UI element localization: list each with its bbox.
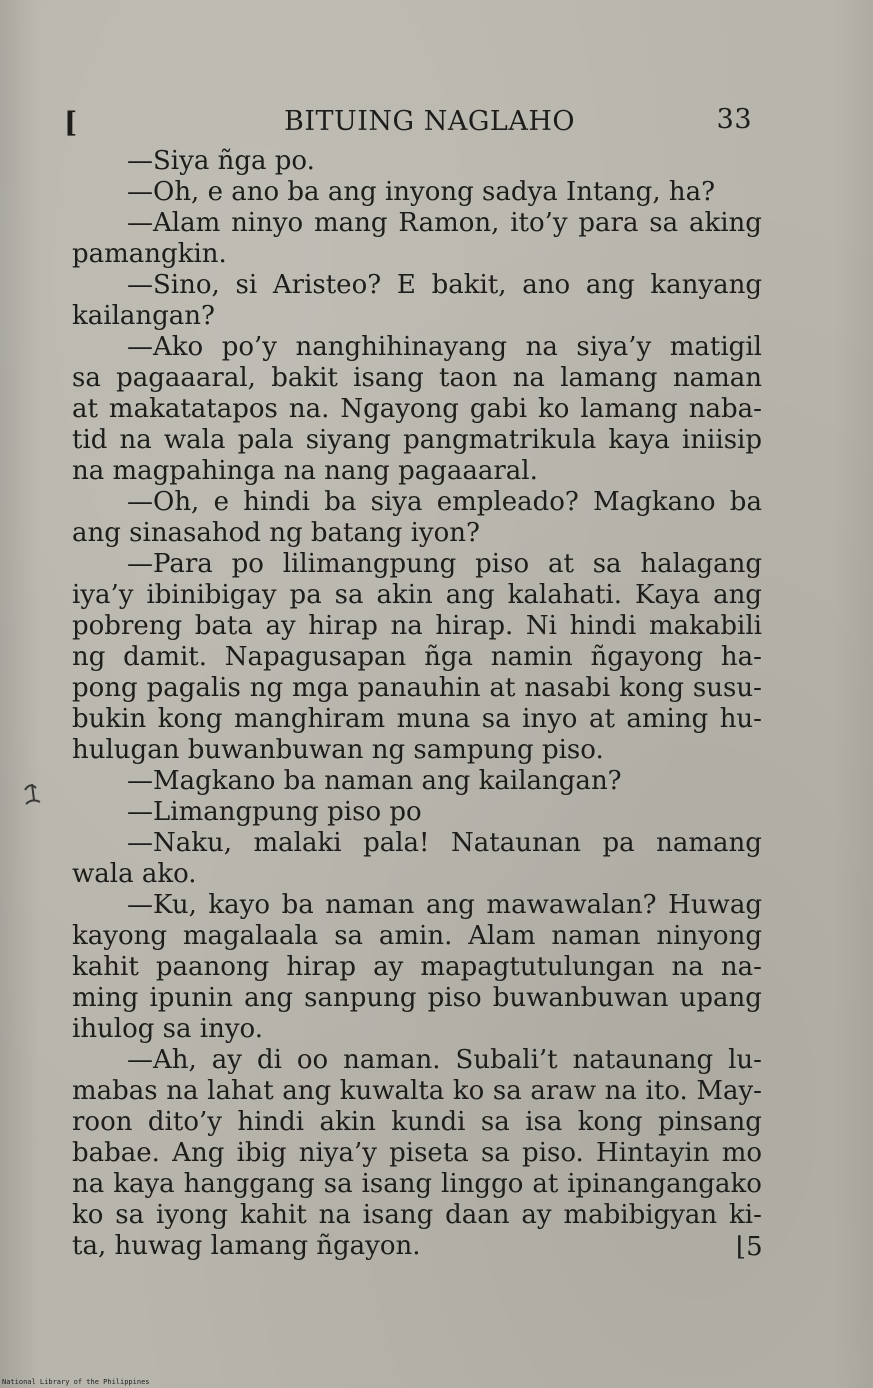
bracket-mark: [ — [64, 106, 78, 139]
text-word: araw — [530, 1076, 597, 1106]
text-word: ba — [281, 890, 314, 920]
text-word: bukin — [72, 704, 147, 734]
text-word: niya’y — [298, 1138, 377, 1168]
text-word: ang — [445, 580, 495, 610]
text-word: ng — [249, 673, 284, 703]
text-word: ko — [452, 1076, 485, 1106]
text-word: para — [578, 208, 639, 238]
text-word: kong — [619, 673, 685, 703]
running-head — [62, 104, 762, 144]
text-word: hirap — [308, 611, 378, 641]
text-word: nataunang — [572, 1045, 714, 1075]
text-word: amin. — [378, 921, 453, 951]
text-word: hindi — [243, 487, 310, 517]
text-word: ipinangangako — [567, 1169, 762, 1199]
text-word: nanghihinayang — [295, 332, 508, 362]
text-word: —Ku, — [127, 890, 197, 920]
text-word: na — [525, 332, 558, 362]
text-word: iya’y — [72, 580, 134, 610]
text-line: ta, huwag lamang ñgayon. — [72, 1231, 421, 1261]
text-word: Aristeo? — [272, 270, 382, 300]
text-word: ha- — [720, 642, 762, 672]
text-word: paanong — [155, 952, 270, 982]
text-word: gabi — [469, 394, 528, 424]
text-word: —Naku, — [127, 828, 233, 858]
text-word: —Ako — [127, 332, 204, 362]
text-word: sa — [334, 580, 364, 610]
text-word: bakit, — [431, 270, 507, 300]
text-word: ang — [244, 983, 294, 1013]
text-word: na — [72, 1169, 105, 1199]
body-text — [72, 146, 762, 1262]
text-word: mga — [291, 673, 349, 703]
text-word: E — [396, 270, 416, 300]
text-line: wala ako. — [72, 859, 197, 889]
text-word: at — [547, 549, 574, 579]
text-word: na — [512, 363, 545, 393]
text-line: pamangkin. — [72, 239, 227, 269]
text-word: kaya — [608, 425, 670, 455]
text-word: linggo — [441, 1169, 524, 1199]
text-word: sa — [480, 1138, 510, 1168]
text-word: halagang — [640, 549, 762, 579]
text-word: mabibigyan — [563, 1200, 718, 1230]
text-line: ang sinasahod ng batang iyon? — [72, 518, 480, 548]
text-word: po — [231, 549, 264, 579]
text-word: naba- — [688, 394, 762, 424]
library-footer: National Library of the Philippines — [2, 1378, 150, 1386]
text-word: mawawalan? — [486, 890, 657, 920]
text-word: —Ah, — [127, 1045, 197, 1075]
text-word: mo — [721, 1138, 762, 1168]
text-word: Napagusapan — [224, 642, 407, 672]
text-word: ñga — [424, 642, 473, 672]
text-word: ay — [265, 611, 296, 641]
text-word: Magkano — [593, 487, 716, 517]
text-word: Nataunan — [451, 828, 581, 858]
text-word: —Sino, — [127, 270, 220, 300]
text-line — [72, 890, 762, 921]
text-word: pala! — [363, 828, 430, 858]
text-word: isang — [362, 1200, 434, 1230]
text-word: sa — [334, 921, 364, 951]
text-word: muna — [396, 704, 471, 734]
text-word: piso. — [522, 1138, 584, 1168]
text-word: at — [588, 704, 615, 734]
text-line: hulugan buwanbuwan ng sampung piso. — [72, 735, 604, 765]
text-word: panauhin — [357, 673, 481, 703]
text-word: isang — [353, 363, 424, 393]
text-line: na magpahinga na nang pagaaaral. — [72, 456, 538, 486]
text-word: piseta — [389, 1138, 469, 1168]
text-word: na — [390, 611, 423, 641]
signature-bracket: ⌊ — [736, 1232, 747, 1262]
text-word: na — [671, 952, 704, 982]
text-word: mang — [314, 208, 388, 238]
text-word: hirap. — [435, 611, 514, 641]
text-line — [72, 704, 762, 735]
text-word: Ni — [525, 611, 557, 641]
text-word: ay — [373, 952, 404, 982]
text-line: —Siya ñga po. — [127, 146, 315, 176]
text-word: ay — [521, 1200, 552, 1230]
text-word: Subali’t — [455, 1045, 558, 1075]
text-word: tid — [72, 425, 108, 455]
text-word: pangmatrikula — [403, 425, 597, 455]
text-word: at — [72, 394, 98, 424]
text-word: nasabi — [524, 673, 611, 703]
text-word: na — [166, 1076, 199, 1106]
text-line — [72, 611, 762, 642]
text-word: makabili — [648, 611, 762, 641]
text-word: di — [256, 1045, 282, 1075]
text-line: kailangan? — [72, 301, 215, 331]
signature-mark — [736, 1232, 763, 1262]
text-word: naman — [672, 363, 762, 393]
text-word: e — [213, 487, 229, 517]
text-line — [72, 425, 762, 456]
text-word: malaki — [253, 828, 342, 858]
text-word: ang — [282, 1076, 332, 1106]
text-word: taon — [439, 363, 498, 393]
text-line — [72, 580, 762, 611]
text-word: damit. — [123, 642, 207, 672]
text-line — [72, 1138, 762, 1169]
text-word: si — [235, 270, 258, 300]
text-word: Hintayin — [596, 1138, 710, 1168]
text-word: Alam — [468, 921, 536, 951]
text-word: ko — [538, 394, 570, 424]
text-word: May- — [696, 1076, 762, 1106]
text-word: upang — [679, 983, 762, 1013]
text-word: sanpung — [304, 983, 417, 1013]
text-word: naman — [551, 921, 641, 951]
text-line — [72, 1200, 762, 1231]
text-word: ang — [425, 890, 475, 920]
text-word: lamang — [560, 363, 658, 393]
text-word: pobreng — [72, 611, 183, 641]
text-word: akin — [376, 580, 433, 610]
text-line — [72, 642, 762, 673]
text-word: mabas — [72, 1076, 158, 1106]
text-word: pinsang — [658, 1107, 762, 1137]
text-word: ibig — [236, 1138, 287, 1168]
text-word: susu- — [692, 673, 762, 703]
text-word: lamang — [580, 394, 678, 424]
text-word: kuwalta — [339, 1076, 445, 1106]
text-word: ba — [324, 487, 357, 517]
margin-scribble-icon — [22, 778, 44, 814]
text-word: sa — [492, 1076, 522, 1106]
signature-number: 5 — [746, 1232, 763, 1262]
text-word: pagalis — [146, 673, 241, 703]
text-word: lu- — [728, 1045, 762, 1075]
text-word: pa — [289, 580, 322, 610]
text-word: bata — [194, 611, 253, 641]
text-line: —Magkano ba naman ang kailangan? — [127, 766, 622, 796]
text-word: ki- — [729, 1200, 762, 1230]
text-word: kahit — [239, 1200, 307, 1230]
text-word: at — [532, 1169, 559, 1199]
text-word: hirap — [286, 952, 357, 982]
text-word: mapagtutulungan — [420, 952, 655, 982]
text-word: piso — [427, 983, 482, 1013]
text-line — [72, 270, 762, 301]
text-word: iyong — [156, 1200, 229, 1230]
text-word: wala — [163, 425, 226, 455]
text-word: lilimangpung — [282, 549, 457, 579]
text-word: sa — [72, 363, 101, 393]
text-word: kayong — [72, 921, 167, 951]
text-word: oo — [296, 1045, 329, 1075]
text-word: ang — [585, 270, 635, 300]
text-word: na- — [720, 952, 762, 982]
text-word: magalaala — [182, 921, 319, 951]
text-word: namang — [656, 828, 762, 858]
text-word: naman. — [343, 1045, 441, 1075]
text-word: pong — [72, 673, 138, 703]
text-word: aking — [688, 208, 762, 238]
text-word: aming — [626, 704, 709, 734]
text-word: bakit — [271, 363, 338, 393]
text-line — [72, 1045, 762, 1076]
text-word: isa — [525, 1107, 563, 1137]
text-line — [72, 332, 762, 363]
text-line — [72, 487, 762, 518]
text-word: na. — [288, 394, 330, 424]
text-word: babae. — [72, 1138, 160, 1168]
text-word: siya — [370, 487, 423, 517]
text-word: piso — [475, 549, 530, 579]
text-word: ming — [72, 983, 139, 1013]
text-word: ninyo — [231, 208, 304, 238]
text-word: ang — [713, 580, 762, 610]
text-word: pala — [237, 425, 294, 455]
text-word: —Oh, — [127, 487, 200, 517]
text-word: sa — [323, 1169, 353, 1199]
text-word: kundi — [391, 1107, 466, 1137]
text-word: po’y — [221, 332, 277, 362]
text-word: —Alam — [127, 208, 221, 238]
text-word: ay — [211, 1045, 242, 1075]
text-line: —Limangpung piso po — [127, 797, 422, 827]
text-line — [72, 983, 762, 1014]
text-line: ihulog sa inyo. — [72, 1014, 264, 1044]
text-word: buwanbuwan — [492, 983, 669, 1013]
text-word: at — [489, 673, 516, 703]
text-word: siyang — [305, 425, 391, 455]
text-word: ibinibigay — [146, 580, 277, 610]
text-line — [72, 828, 762, 859]
text-line — [72, 673, 762, 704]
text-word: sa — [481, 704, 511, 734]
text-word: kalahati. — [507, 580, 622, 610]
text-line — [72, 394, 762, 425]
text-word: makatatapos — [108, 394, 278, 424]
text-word: hindi — [569, 611, 637, 641]
text-word: Kaya — [634, 580, 701, 610]
text-word: Ang — [172, 1138, 225, 1168]
text-word: sa — [592, 549, 622, 579]
text-word: ano — [522, 270, 571, 300]
book-title: BITUING NAGLAHO — [284, 106, 576, 137]
text-line: —Oh, e ano ba ang inyong sadya Intang, ha? — [127, 177, 716, 207]
text-word: kayo — [208, 890, 271, 920]
text-word: dito’y — [147, 1107, 222, 1137]
text-line — [72, 208, 762, 239]
text-line — [72, 1076, 762, 1107]
text-word: lahat — [207, 1076, 274, 1106]
page-number: 33 — [716, 104, 752, 135]
text-word: kahit — [72, 952, 139, 982]
text-word: kanyang — [650, 270, 762, 300]
text-word: iniisip — [682, 425, 762, 455]
text-word: hindi — [237, 1107, 305, 1137]
text-word: ninyong — [656, 921, 762, 951]
text-word: naman — [325, 890, 415, 920]
text-word: hu- — [719, 704, 762, 734]
text-word: daan — [445, 1200, 510, 1230]
text-word: akin — [319, 1107, 376, 1137]
text-word: na — [119, 425, 152, 455]
text-word: Ramon, — [398, 208, 500, 238]
text-line — [72, 952, 762, 983]
text-word: ipunin — [149, 983, 233, 1013]
text-word: manghiram — [233, 704, 386, 734]
text-word: na — [318, 1200, 351, 1230]
text-word: hanggang — [183, 1169, 315, 1199]
text-word: ng — [72, 642, 106, 672]
text-line — [72, 921, 762, 952]
text-word: ba — [729, 487, 762, 517]
text-word: sa — [649, 208, 679, 238]
text-word: ñgayong — [590, 642, 704, 672]
text-line — [72, 363, 762, 394]
text-word: siya’y — [576, 332, 652, 362]
text-word: namin — [490, 642, 573, 672]
text-word: pa — [602, 828, 635, 858]
text-word: ito’y — [510, 208, 568, 238]
text-word: empleado? — [436, 487, 579, 517]
text-word: kaya — [113, 1169, 175, 1199]
text-word: na — [604, 1076, 637, 1106]
text-word: Ngayong — [340, 394, 459, 424]
text-line — [72, 1107, 762, 1138]
text-word: sa — [115, 1200, 145, 1230]
text-word: —Para — [127, 549, 213, 579]
text-word: sa — [480, 1107, 510, 1137]
text-line — [72, 549, 762, 580]
text-word: roon — [72, 1107, 133, 1137]
text-word: pagaaaral, — [116, 363, 256, 393]
text-word: inyo — [522, 704, 578, 734]
text-line — [72, 1169, 762, 1200]
text-word: ko — [72, 1200, 104, 1230]
text-word: ito. — [645, 1076, 688, 1106]
text-word: isang — [361, 1169, 433, 1199]
text-word: kong — [157, 704, 223, 734]
text-word: matigil — [669, 332, 762, 362]
text-word: Huwag — [668, 890, 762, 920]
text-word: kong — [577, 1107, 643, 1137]
